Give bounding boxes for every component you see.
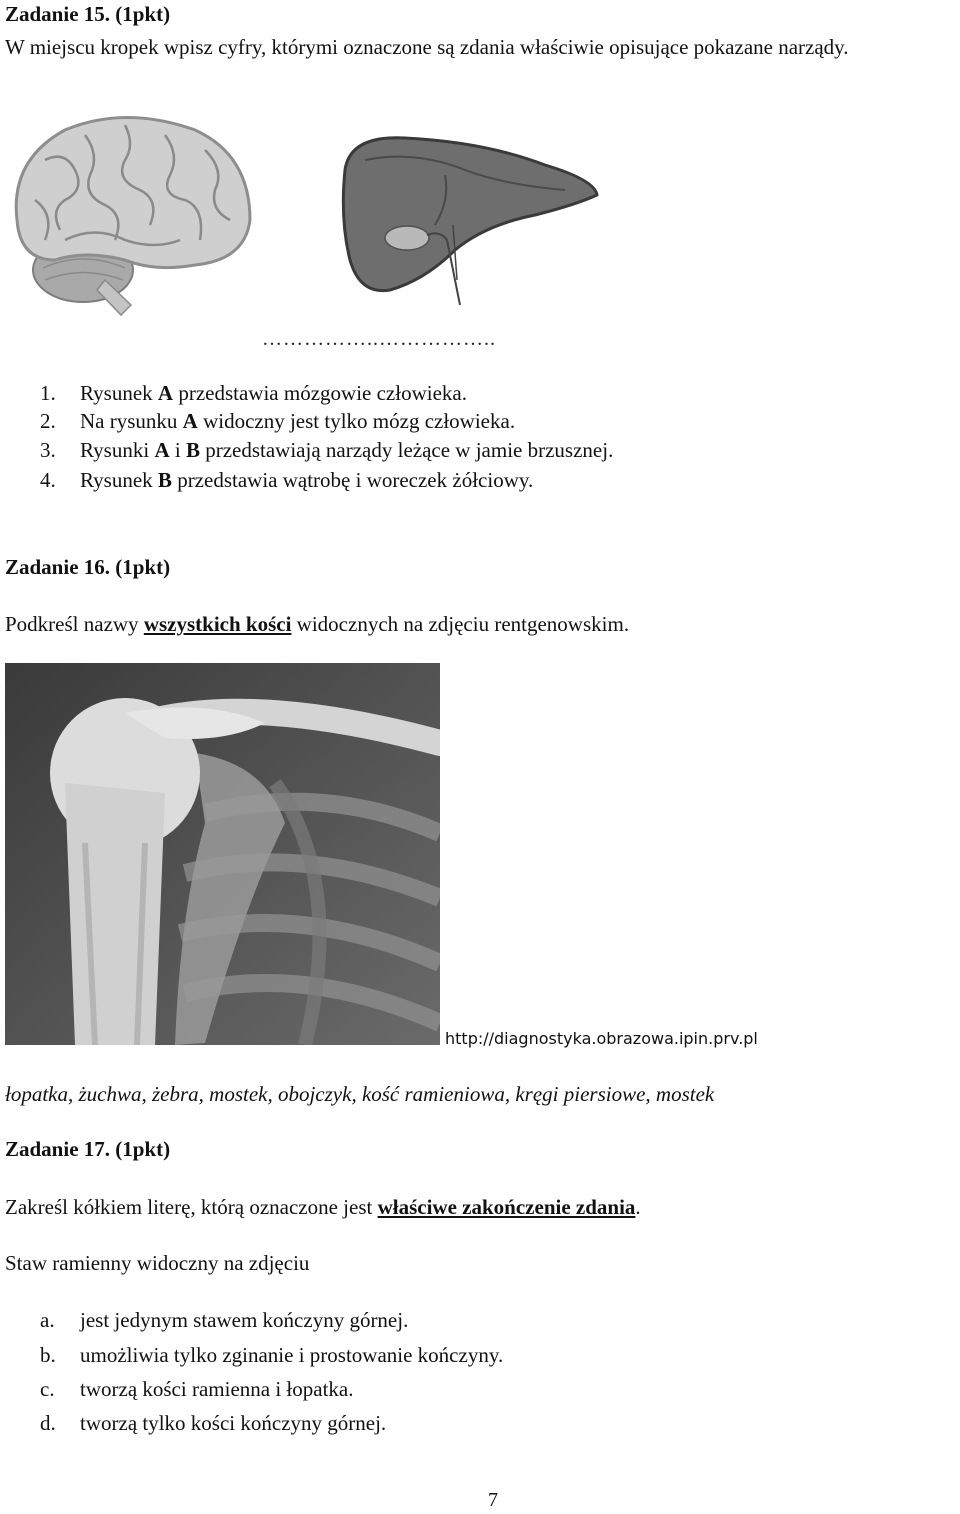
statement-2: 2. Na rysunku A widoczny jest tylko mózg człowieka. [40,409,516,433]
task15-instruction: W miejscu kropek wpisz cyfry, którymi oznaczone są zdania właściwie opisujące pokazane narządy. [5,35,849,59]
bone-names: łopatka, żuchwa, żebra, mostek, obojczyk, kość ramieniowa, kręgi piersiowe, mostek [5,1082,715,1106]
task17-stem: Staw ramienny widoczny na zdjęciu [5,1251,310,1275]
page-number: 7 [488,1489,498,1511]
brain-illustration [5,100,255,325]
xray-image [5,663,440,1045]
option-a[interactable]: a. jest jedynym stawem kończyny górnej. [40,1308,409,1332]
statement-1: 1. Rysunek A przedstawia mózgowie człowieka. [40,381,467,405]
option-b[interactable]: b. umożliwia tylko zginanie i prostowanie kończyny. [40,1343,504,1367]
option-d[interactable]: d. tworzą tylko kości kończyny górnej. [40,1411,387,1435]
liver-illustration [335,130,605,320]
task17-instruction: Zakreśl kółkiem literę, którą oznaczone jest właściwe zakończenie zdania. [5,1195,641,1219]
task16-title: Zadanie 16. (1pkt) [5,555,171,579]
answer-dots: ……………..…………….. [262,328,496,350]
task16-instruction: Podkreśl nazwy wszystkich kości widocznych na zdjęciu rentgenowskim. [5,612,630,636]
task15-title: Zadanie 15. (1pkt) [5,2,171,26]
image-source: http://diagnostyka.obrazowa.ipin.prv.pl [445,1029,758,1048]
statement-3: 3. Rysunki A i B przedstawiają narządy leżące w jamie brzusznej. [40,438,614,462]
option-c[interactable]: c. tworzą kości ramienna i łopatka. [40,1377,354,1401]
statement-4: 4. Rysunek B przedstawia wątrobę i woreczek żółciowy. [40,468,534,492]
task17-title: Zadanie 17. (1pkt) [5,1137,171,1161]
